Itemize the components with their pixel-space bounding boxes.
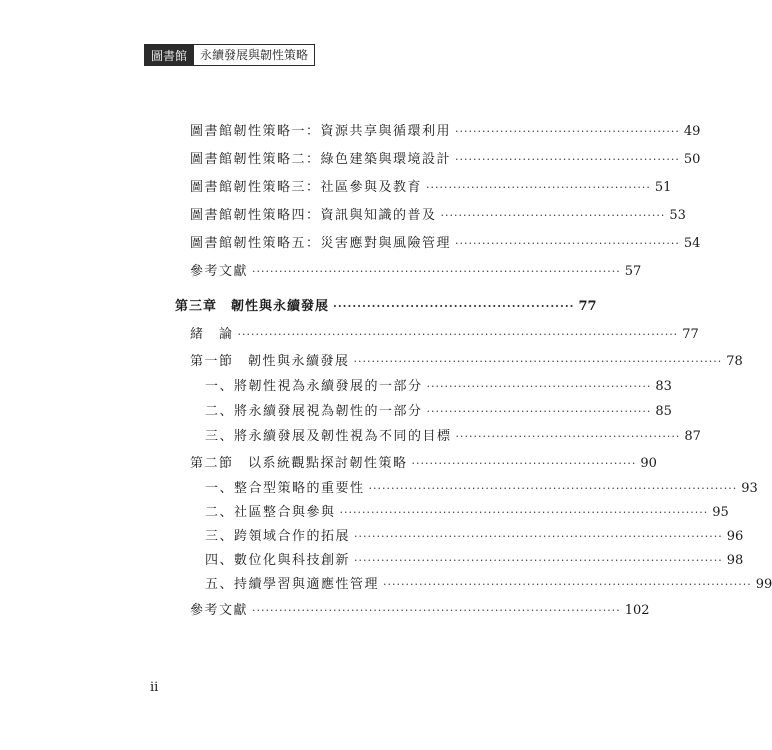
toc-leader-dots: ·················································· [411, 457, 637, 470]
toc-leader-dots: ·················································································· [353, 355, 723, 368]
toc-entry-page: 77 [682, 327, 699, 342]
toc-entry [190, 323, 699, 343]
toc-leader-dots: ·································································································· [237, 328, 679, 341]
toc-entry-page: 49 [683, 124, 701, 139]
toc-entry-page: 83 [655, 379, 672, 394]
header-subtitle: 永續發展與韌性策略 [194, 44, 315, 66]
toc-entry-title: 第一節 韌性與永續發展 [190, 354, 350, 369]
toc-entry [205, 549, 744, 569]
toc-entry-title: 緒 論 [190, 327, 234, 342]
toc-entry [190, 452, 657, 472]
toc-entry [190, 120, 701, 140]
toc-entry-title: 五、持續學習與適應性管理 [205, 577, 380, 592]
header-label: 圖書館 [144, 44, 194, 66]
toc-entry-page: 90 [640, 456, 657, 471]
toc-leader-dots: ·················································· [426, 380, 652, 393]
toc-entry-page: 54 [683, 236, 701, 251]
toc-leader-dots: ·················································································· [339, 506, 709, 519]
toc-leader-dots: ·················································································· [383, 578, 752, 591]
toc-entry-title: 參考文獻 [190, 264, 249, 279]
toc-entry-page: 57 [624, 264, 642, 279]
page-number: ii [150, 680, 159, 695]
toc-entry [205, 425, 701, 445]
toc-entry-page: 85 [655, 404, 672, 419]
toc-entry [205, 525, 744, 545]
toc-entry-page: 102 [624, 603, 650, 618]
toc-entry [205, 477, 758, 497]
toc-entry-title: 參考文獻 [190, 603, 249, 618]
toc-leader-dots: ·················································································· [354, 554, 723, 567]
toc-entry-title: 圖書館韌性策略四：資訊與知識的普及 [190, 208, 437, 223]
toc-entry-page: 95 [712, 505, 729, 520]
toc-entry-title: 二、將永續發展視為韌性的一部分 [205, 404, 423, 419]
toc-entry [190, 232, 701, 252]
toc-leader-dots: ·················································· [455, 153, 680, 166]
toc-leader-dots: ·················································································· [354, 530, 723, 543]
toc-entry-page: 87 [684, 429, 701, 444]
toc-leader-dots: ·················································· [455, 430, 681, 443]
toc-leader-dots: ·················································································· [252, 604, 621, 617]
toc-entry [205, 573, 772, 593]
toc-leader-dots: ·················································································· [252, 265, 621, 278]
toc-entry-page: 77 [578, 299, 597, 314]
toc-entry [205, 501, 729, 521]
toc-entry [205, 400, 672, 420]
toc-entry-page: 51 [654, 180, 672, 195]
toc-entry-title: 圖書館韌性策略五：災害應對與風險管理 [190, 236, 452, 251]
toc-entry [190, 148, 701, 168]
toc-entry-title: 一、將韌性視為永續發展的一部分 [205, 379, 423, 394]
toc-entry [190, 204, 686, 224]
toc-entry-title: 三、跨領域合作的拓展 [205, 529, 351, 544]
toc-entry-page: 50 [683, 152, 701, 167]
toc-entry-title: 圖書館韌性策略二：綠色建築與環境設計 [190, 152, 452, 167]
toc-leader-dots: ·················································································· [368, 482, 738, 495]
toc-leader-dots: ·················································· [426, 405, 652, 418]
toc-entry-page: 98 [726, 553, 744, 568]
toc-entry [190, 260, 642, 280]
toc-entry-title: 三、將永續發展及韌性視為不同的目標 [205, 429, 452, 444]
toc-entry-page: 93 [741, 481, 758, 496]
toc-entry-title: 四、數位化與科技創新 [205, 553, 351, 568]
toc-entry [190, 599, 650, 619]
toc-entry-page: 99 [755, 577, 772, 592]
toc-entry [190, 176, 672, 196]
toc-entry [205, 375, 672, 395]
toc-entry-title: 圖書館韌性策略一：資源共享與循環利用 [190, 124, 452, 139]
toc-leader-dots: ·················································· [455, 125, 680, 138]
toc-entry-title: 二、社區整合與參與 [205, 505, 336, 520]
toc-chapter-entry [175, 295, 597, 315]
toc-entry-page: 53 [669, 208, 686, 223]
toc-leader-dots: ·················································· [426, 181, 651, 194]
toc-leader-dots: ·················································· [455, 237, 680, 250]
toc-entry-title: 圖書館韌性策略三：社區參與及教育 [190, 180, 423, 195]
toc-entry-page: 78 [726, 354, 743, 369]
toc-entry-title: 一、整合型策略的重要性 [205, 481, 365, 496]
toc-entry-title: 第二節 以系統觀點探討韌性策略 [190, 456, 408, 471]
toc-entry-page: 96 [726, 529, 744, 544]
toc-leader-dots: ·················································· [333, 300, 575, 313]
toc-entry [190, 350, 743, 370]
toc-leader-dots: ·················································· [440, 209, 666, 222]
toc-entry-title: 第三章 韌性與永續發展 [175, 299, 330, 314]
